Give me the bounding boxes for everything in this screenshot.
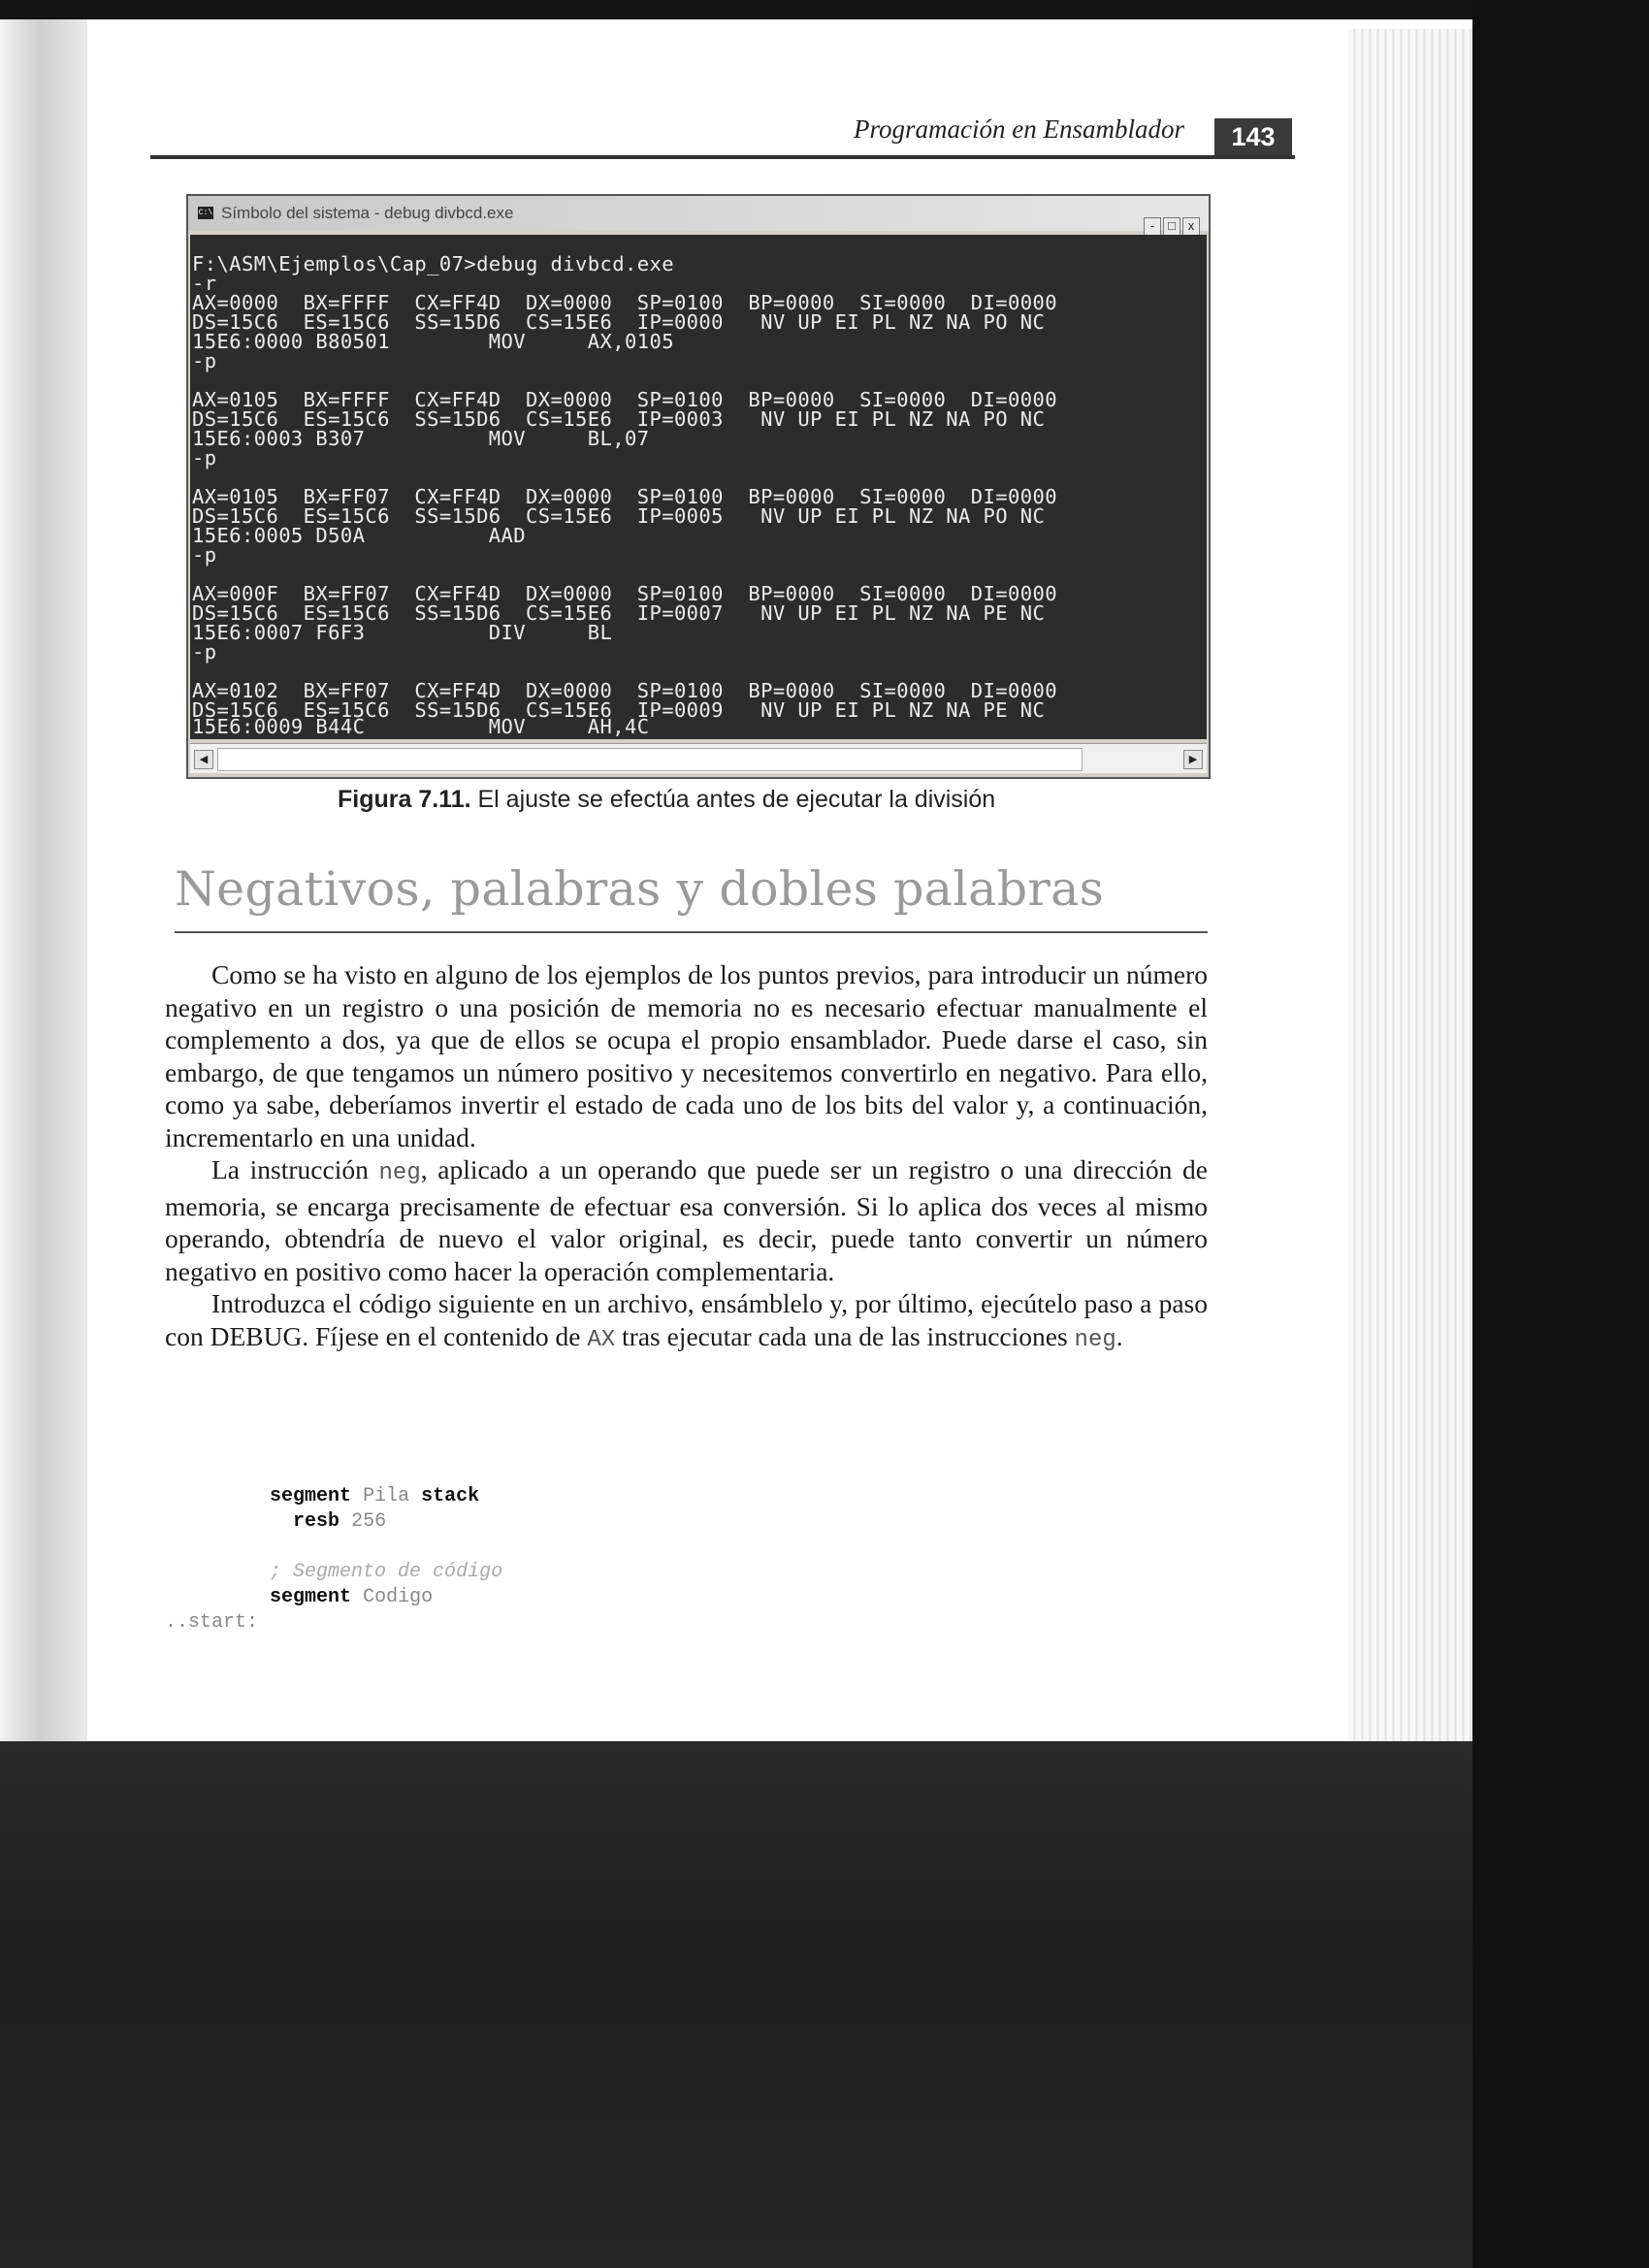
paragraph-text: Introduzca el código siguiente en un archivo, ensámblelo y, por último, ejecútelo paso a paso con DEBUG. Fíjese en el contenido de [165,1288,1208,1351]
code-line [165,1585,502,1610]
maximize-button[interactable]: □ [1163,217,1180,236]
scroll-left-icon[interactable]: ◀ [194,750,213,769]
console-line: DS=15C6 ES=15C6 SS=15D6 CS=15E6 IP=0003 NV UP EI PL NZ NA PO NC [192,407,1046,431]
inline-code: AX [587,1326,616,1353]
console-line: 15E6:0003 B307 MOV BL,07 [192,427,650,450]
book-page-edges [1348,29,1472,1746]
console-line: DS=15C6 ES=15C6 SS=15D6 CS=15E6 IP=0005 NV UP EI PL NZ NA PO NC [192,504,1046,528]
code-value: 256 [351,1510,387,1533]
figure-caption-text: El ajuste se efectúa antes de ejecutar la división [470,786,996,813]
console-line: -r [192,272,217,295]
inline-code: neg [1074,1326,1116,1353]
code-line [165,1535,502,1560]
scan-bottom-area [0,1741,1472,2268]
console-line: AX=000F BX=FF07 CX=FF4D DX=0000 SP=0100 BP=0000 SI=0000 DI=0000 [192,582,1057,605]
paragraph [165,1153,1208,1287]
code-line [165,1610,502,1636]
console-line: -p [192,640,217,664]
console-line: DS=15C6 ES=15C6 SS=15D6 CS=15E6 IP=0009 NV UP EI PL NZ NA PE NC [192,698,1046,722]
paragraph [165,1287,1208,1356]
figure-caption [338,786,995,814]
code-line [165,1509,502,1535]
running-title: Programación en Ensamblador [854,114,1184,144]
code-keyword: stack [421,1485,480,1507]
console-line: 15E6:0007 F6F3 DIV BL [192,621,613,644]
code-comment: ; Segmento de código [270,1561,503,1583]
console-line: AX=0105 BX=FFFF CX=FF4D DX=0000 SP=0100 BP=0000 SI=0000 DI=0000 [192,388,1057,411]
body-text [165,958,1208,1356]
code-line [165,1484,502,1509]
figure-label: Figura 7.11. [338,786,471,813]
scan-right-edge [1472,0,1649,2268]
console-line: 15E6:0000 B80501 MOV AX,0105 [192,330,674,353]
paragraph-text: , aplicado a un operando que puede ser un registro o una dirección de memoria, se encarga precisamente de efectuar esa conversión. Si lo aplica dos veces al mismo operando, obtendría de nuevo el valor original, es decir, puede tanto convertir un número negativo en positivo como hacer la operación complementaria. [165,1154,1208,1286]
code-keyword: segment [270,1586,352,1608]
console-line: AX=0105 BX=FF07 CX=FF4D DX=0000 SP=0100 BP=0000 SI=0000 DI=0000 [192,485,1057,508]
header-rule [150,155,1295,159]
minimize-button[interactable]: - [1144,217,1161,236]
code-keyword: resb [293,1510,340,1533]
paragraph-text: La instrucción [211,1154,379,1184]
console-line: DS=15C6 ES=15C6 SS=15D6 CS=15E6 IP=0000 NV UP EI PL NZ NA PO NC [192,310,1046,334]
code-keyword: segment [270,1485,352,1507]
console-line: DS=15C6 ES=15C6 SS=15D6 CS=15E6 IP=0007 NV UP EI PL NZ NA PE NC [192,601,1046,625]
console-line: -p [192,446,217,470]
inline-code: neg [378,1160,421,1186]
paragraph-text: . [1116,1320,1123,1351]
section-title: Negativos, palabras y dobles palabras [175,861,1105,917]
console-line: -p [192,349,217,373]
paragraph: Como se ha visto en alguno de los ejemplos de los puntos previos, para introducir un número negativo en un registro o una posición de memoria no es necesario efectuar manualmente el complemento a dos, ya que de ellos se ocupa el propio ensamblador. Puede darse el caso, sin embargo, de que tengamos un número positivo y necesitemos convertirlo en negativo. Para ello, como ya sabe, deberíamos invertir el estado de cada uno de los bits del valor y, a continuación, incrementarlo en una unidad. [165,959,1208,1152]
console-line: F:\ASM\Ejemplos\Cap_07>debug divbcd.exe [192,252,674,275]
console-window-figure [186,194,1211,779]
console-line: 15E6:0009 B44C MOV AH,4C [192,715,650,738]
console-line: AX=0102 BX=FF07 CX=FF4D DX=0000 SP=0100 BP=0000 SI=0000 DI=0000 [192,679,1057,702]
code-identifier: Codigo [363,1586,434,1608]
console-icon: C:\ [198,209,213,217]
console-line: -p [192,543,217,567]
code-listing [165,1484,502,1636]
console-line: AX=0000 BX=FFFF CX=FF4D DX=0000 SP=0100 BP=0000 SI=0000 DI=0000 [192,291,1057,314]
paragraph-text: tras ejecutar cada una de las instrucciones [615,1320,1075,1351]
console-titlebar [188,196,1209,231]
close-button[interactable]: x [1182,217,1200,236]
console-screen [190,235,1207,739]
code-label: ..start: [165,1611,259,1634]
code-identifier: Pila [363,1485,410,1507]
section-rule [175,931,1208,933]
scrollbar-thumb[interactable] [217,748,1083,771]
horizontal-scrollbar[interactable] [190,743,1207,773]
page-number: 143 [1214,118,1292,155]
book-gutter-shadow [0,19,87,1741]
scan-top-edge [0,0,1649,19]
console-line: 15E6:0005 D50A AAD [192,524,527,547]
console-title: Símbolo del sistema - debug divbcd.exe [221,204,514,222]
scroll-right-icon[interactable]: ▶ [1183,750,1203,769]
code-line [165,1560,502,1585]
